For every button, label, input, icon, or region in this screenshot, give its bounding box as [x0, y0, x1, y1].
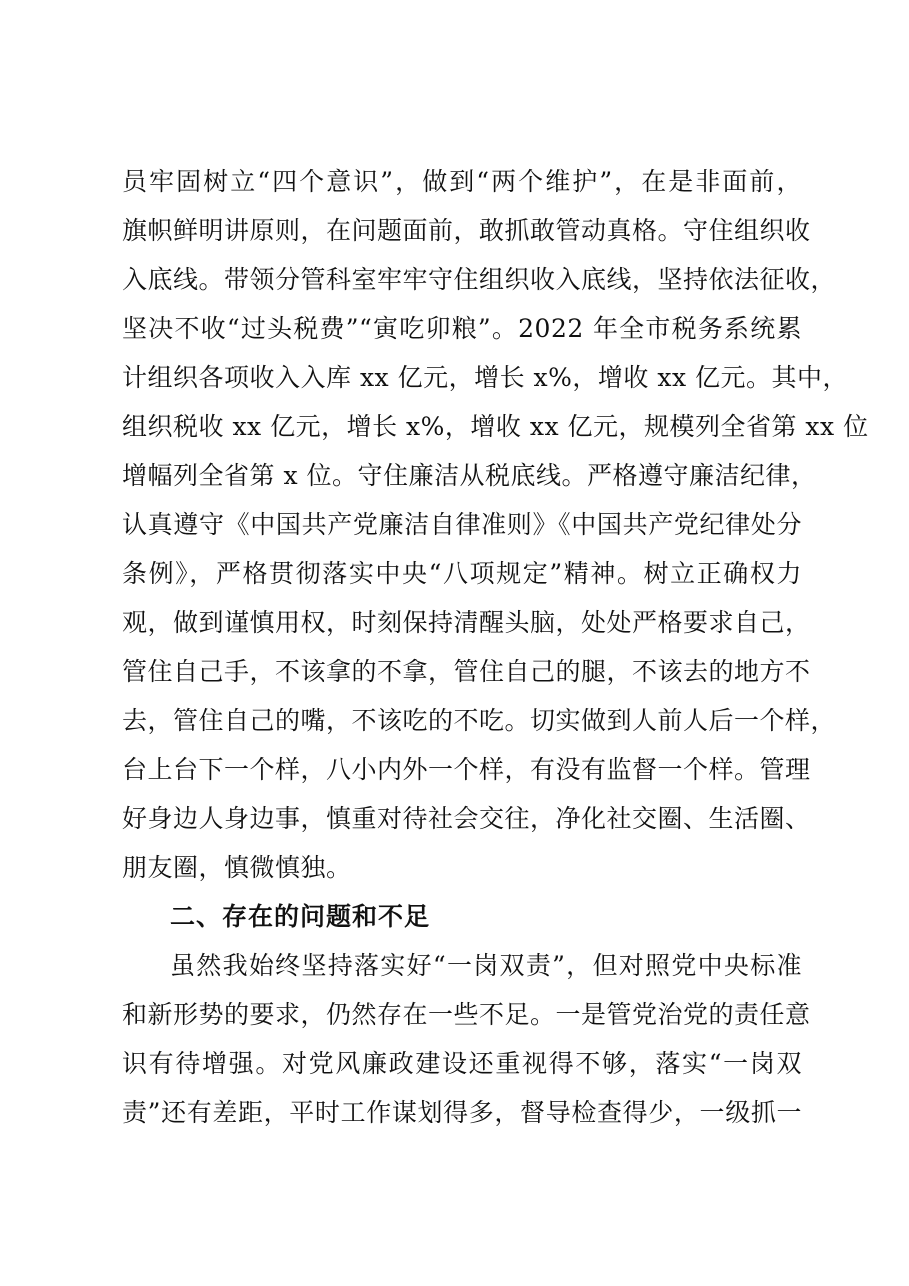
text-line: 虽然我始终坚持落实好“一岗双责”，但对照党中央标准	[170, 951, 802, 980]
text-line: 组织税收 xx 亿元，增长 x%，增收 xx 亿元，规模列全省第 xx 位	[122, 412, 869, 441]
text-line: 条例》，严格贯彻落实中央“八项规定”精神。树立正确权力	[122, 559, 802, 588]
text-line: 入底线。带领分管科室牢牢守住组织收入底线，坚持依法征收，	[122, 265, 837, 294]
text-line: 去，管住自己的嘴，不该吃的不吃。切实做到人前人后一个样，	[122, 706, 837, 735]
text-line: 管住自己手，不该拿的不拿，管住自己的腿，不该去的地方不	[122, 657, 811, 686]
text-line: 员牢固树立“四个意识”，做到“两个维护”，在是非面前，	[122, 167, 802, 196]
text-line: 责”还有差距，平时工作谋划得多，督导检查得少，一级抓一	[122, 1098, 802, 1127]
text-line: 计组织各项收入入库 xx 亿元，增长 x%，增收 xx 亿元。其中，	[122, 363, 848, 392]
text-line: 台上台下一个样，八小内外一个样，有没有监督一个样。管理	[122, 755, 811, 784]
text-line: 旗帜鲜明讲原则，在问题面前，敢抓敢管动真格。守住组织收	[122, 216, 811, 245]
text-line: 好身边人身边事，慎重对待社会交往，净化社交圈、生活圈、	[122, 804, 811, 833]
text-line: 朋友圈，慎微慎独。	[122, 853, 352, 882]
text-line: 增幅列全省第 x 位。守住廉洁从税底线。严格遵守廉洁纪律，	[122, 461, 817, 490]
text-line: 识有待增强。对党风廉政建设还重视得不够，落实“一岗双	[122, 1049, 802, 1078]
text-line: 和新形势的要求，仍然存在一些不足。一是管党治党的责任意	[122, 1000, 811, 1029]
text-line: 认真遵守《中国共产党廉洁自律准则》《中国共产党纪律处分	[122, 510, 802, 539]
text-line: 观，做到谨慎用权，时刻保持清醒头脑，处处严格要求自己，	[122, 608, 811, 637]
text-line: 坚决不收“过头税费”“寅吃卯粮”。2022 年全市税务系统累	[122, 314, 802, 343]
section-heading: 二、存在的问题和不足	[170, 902, 431, 931]
